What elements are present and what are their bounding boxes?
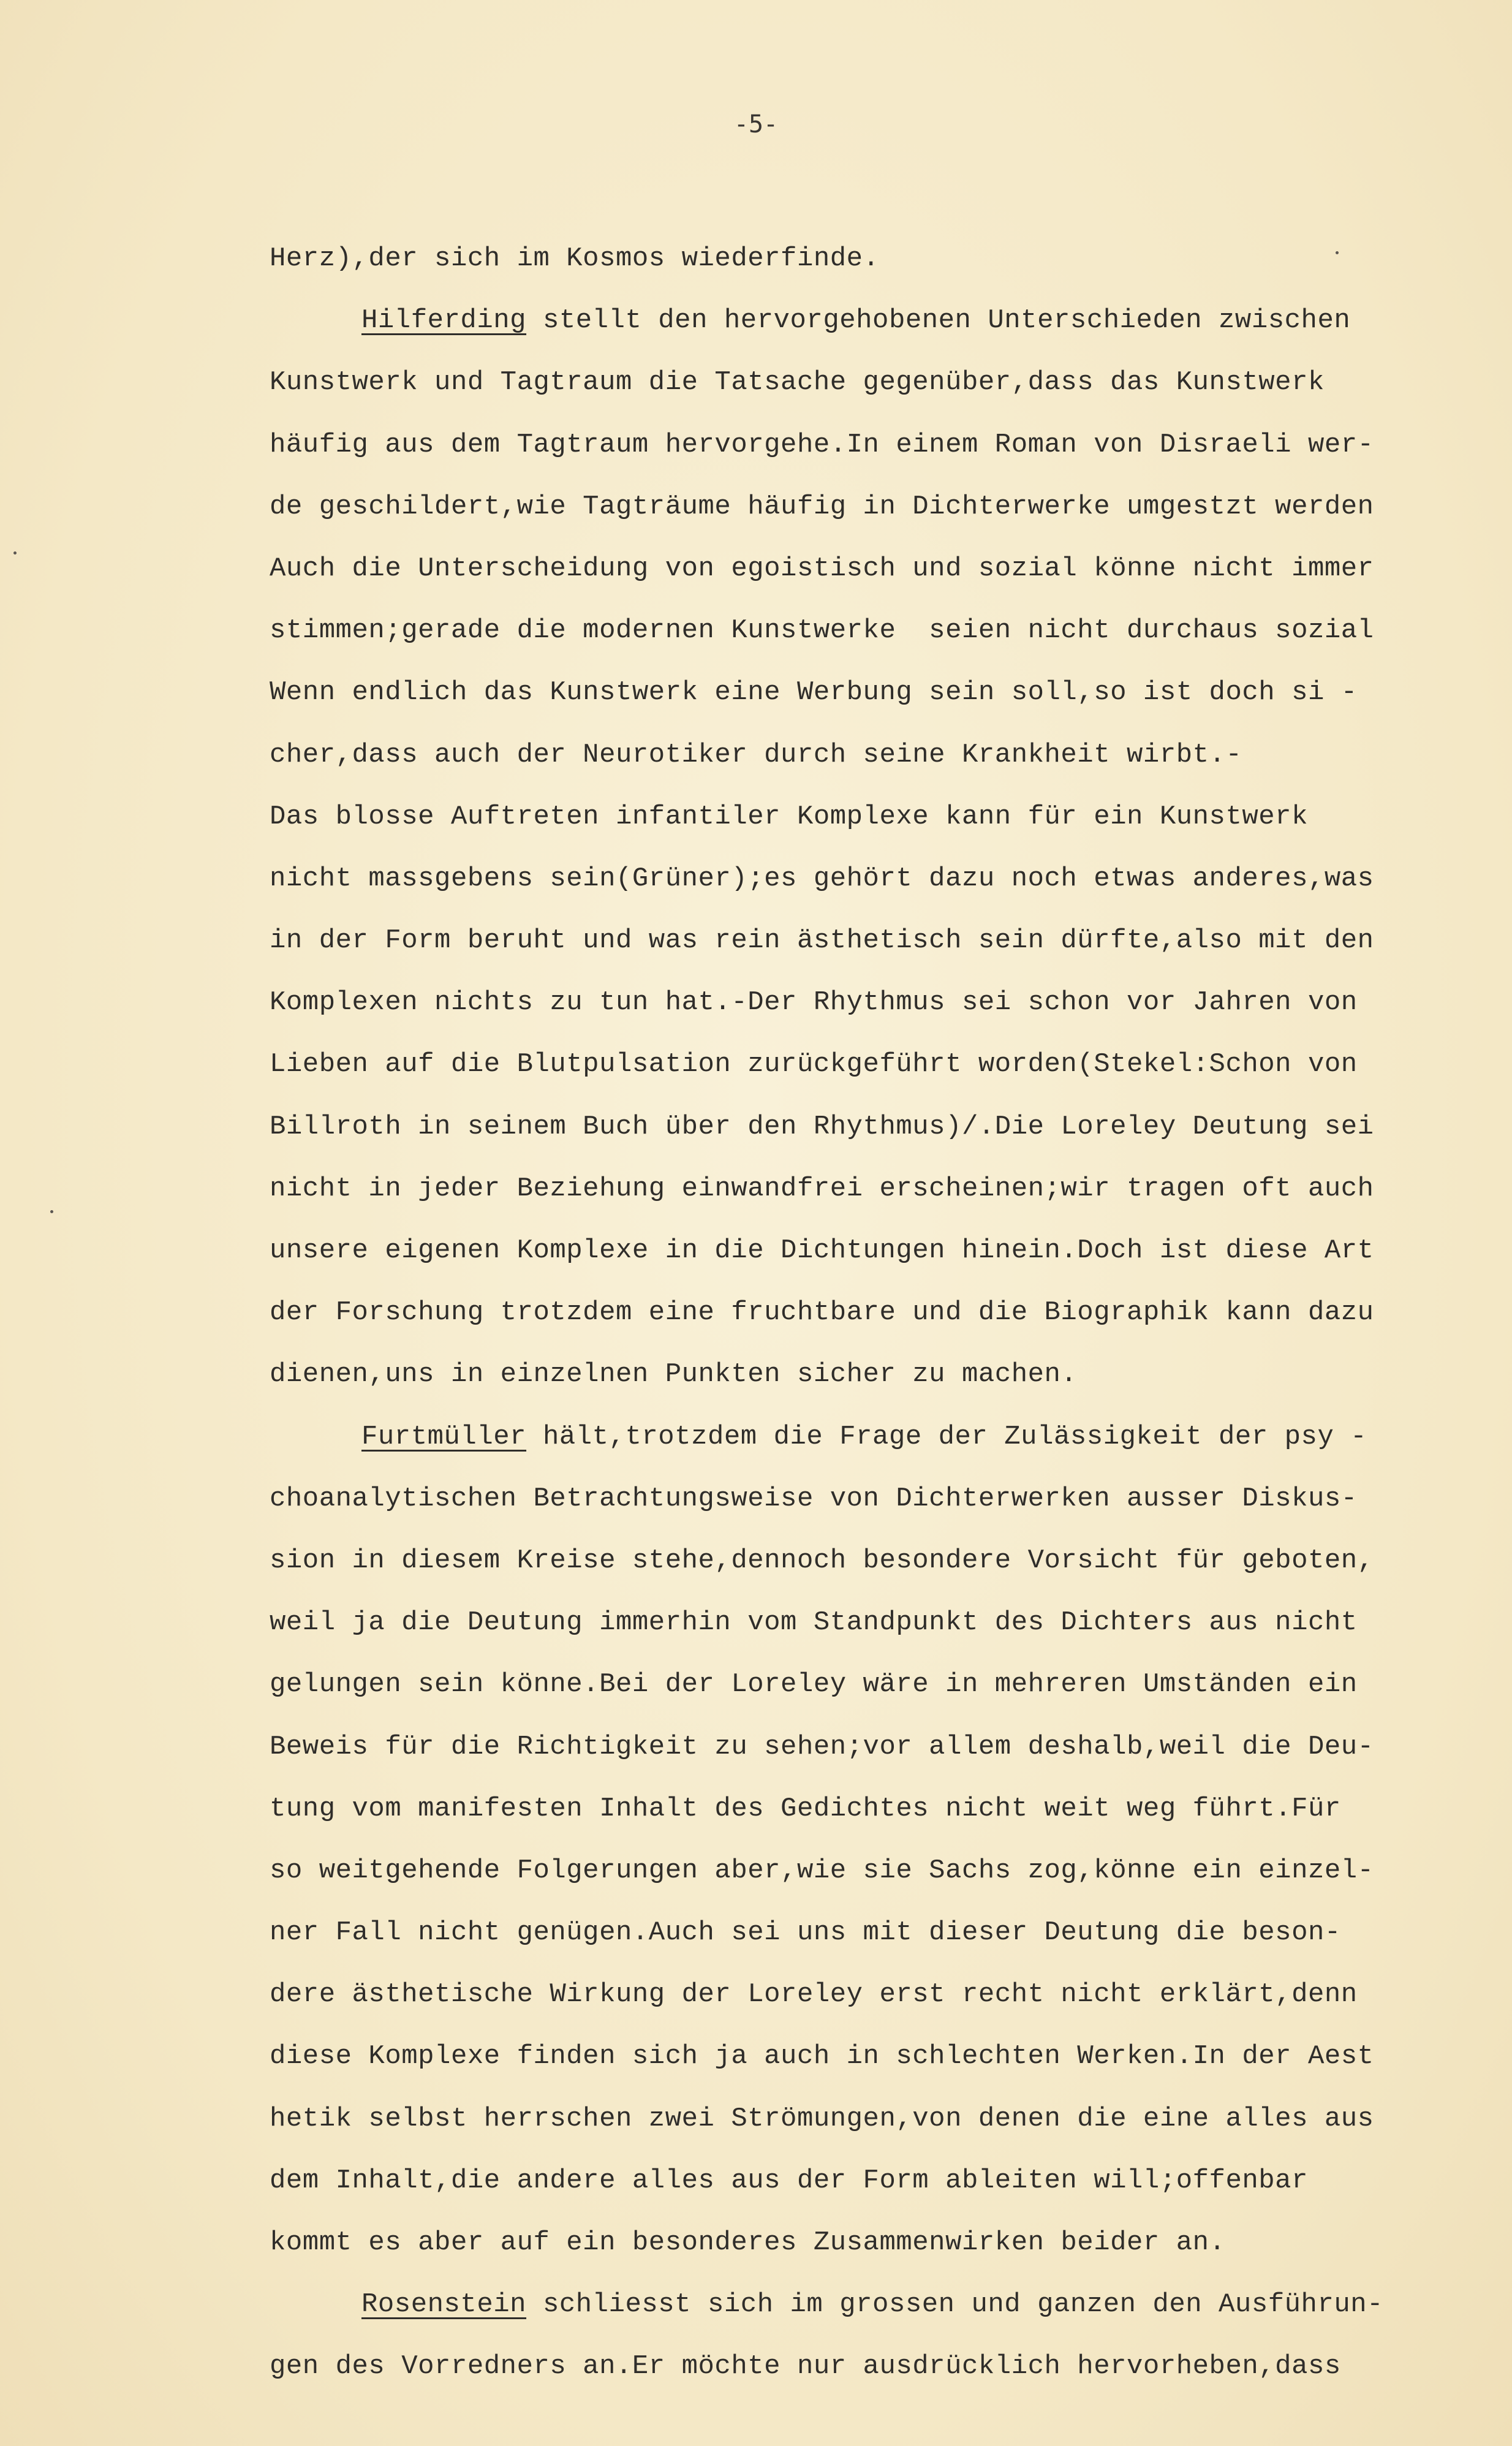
text-line (270, 786, 1501, 848)
text-line (270, 972, 1501, 1034)
line-text: Herz),der sich im Kosmos wiederfinde. (270, 243, 880, 274)
text-line (270, 848, 1501, 910)
text-line (270, 228, 1501, 290)
line-text: dem Inhalt,die andere alles aus der Form ableiten will;offenbar (270, 2165, 1308, 2196)
text-line (270, 2336, 1501, 2398)
text-line (270, 1406, 1501, 1468)
line-text: der Forschung trotzdem eine fruchtbare und die Biographik kann dazu (270, 1297, 1374, 1328)
text-line (270, 600, 1501, 662)
text-line (270, 1096, 1501, 1158)
line-text: kommt es aber auf ein besonderes Zusammenwirken beider an. (270, 2227, 1226, 2258)
text-line (270, 2088, 1501, 2150)
line-text: gelungen sein könne.Bei der Loreley wäre in mehreren Umständen ein (270, 1669, 1358, 1700)
line-text: Lieben auf die Blutpulsation zurückgeführt worden(Stekel:Schon von (270, 1049, 1358, 1080)
text-line (270, 2150, 1501, 2212)
text-line (270, 662, 1501, 724)
line-text: dere ästhetische Wirkung der Loreley erst recht nicht erklärt,denn (270, 1979, 1358, 2010)
text-line (270, 1034, 1501, 1096)
line-text: stimmen;gerade die modernen Kunstwerke seien nicht durchaus sozial (270, 615, 1374, 646)
line-text: dienen,uns in einzelnen Punkten sicher zu machen. (270, 1359, 1078, 1390)
line-text: Das blosse Auftreten infantiler Komplexe kann für ein Kunstwerk (270, 801, 1308, 832)
page-number: -5- (733, 110, 779, 138)
line-text: unsere eigenen Komplexe in die Dichtungen hinein.Doch ist diese Art (270, 1235, 1374, 1266)
line-text: in der Form beruht und was rein ästhetisch sein dürfte,also mit den (270, 925, 1374, 956)
line-text: so weitgehende Folgerungen aber,wie sie Sachs zog,könne ein einzel- (270, 1855, 1374, 1886)
text-line (270, 1778, 1501, 1840)
text-line (270, 352, 1501, 414)
text-line (270, 724, 1501, 786)
text-line (270, 1902, 1501, 1964)
line-text: schliesst sich im grossen und ganzen den Ausführun- (526, 2289, 1384, 2320)
text-line (270, 290, 1501, 352)
paper-speck (50, 1210, 53, 1213)
text-line (270, 1840, 1501, 1902)
text-line (270, 910, 1501, 972)
line-text: diese Komplexe finden sich ja auch in schlechten Werken.In der Aest (270, 2041, 1374, 2072)
line-text: choanalytischen Betrachtungsweise von Dichterwerken ausser Diskus- (270, 1483, 1358, 1514)
line-text: sion in diesem Kreise stehe,dennoch besondere Vorsicht für geboten, (270, 1545, 1374, 1576)
text-line (270, 1964, 1501, 2026)
line-text: weil ja die Deutung immerhin vom Standpunkt des Dichters aus nicht (270, 1607, 1358, 1638)
line-text: Wenn endlich das Kunstwerk eine Werbung sein soll,so ist doch si - (270, 677, 1358, 708)
paper-speck (13, 551, 17, 555)
text-line (270, 1716, 1501, 1778)
line-text: nicht massgebens sein(Grüner);es gehört dazu noch etwas anderes,was (270, 863, 1374, 894)
text-line (270, 2212, 1501, 2274)
text-line (270, 1344, 1501, 1406)
line-text: tung vom manifesten Inhalt des Gedichtes nicht weit weg führt.Für (270, 1793, 1341, 1824)
line-text: Kunstwerk und Tagtraum die Tatsache gegenüber,dass das Kunstwerk (270, 367, 1325, 398)
text-line (270, 1158, 1501, 1220)
text-line (270, 1282, 1501, 1344)
line-text: Komplexen nichts zu tun hat.-Der Rhythmus sei schon vor Jahren von (270, 987, 1358, 1018)
line-text: häufig aus dem Tagtraum hervorgehe.In einem Roman von Disraeli wer- (270, 429, 1374, 460)
line-text: Auch die Unterscheidung von egoistisch und sozial könne nicht immer (270, 553, 1374, 584)
speaker-name: Hilferding (361, 305, 527, 336)
line-text: stellt den hervorgehobenen Unterschieden zwischen (526, 305, 1351, 336)
text-line (270, 538, 1501, 600)
text-line (270, 1530, 1501, 1592)
line-text: de geschildert,wie Tagträume häufig in Dichterwerke umgestzt werden (270, 491, 1374, 522)
line-text: Billroth in seinem Buch über den Rhythmus)/.Die Loreley Deutung sei (270, 1111, 1374, 1142)
line-text: gen des Vorredners an.Er möchte nur ausdrücklich hervorheben,dass (270, 2351, 1341, 2382)
line-text: cher,dass auch der Neurotiker durch seine Krankheit wirbt.- (270, 739, 1242, 770)
line-text: ner Fall nicht genügen.Auch sei uns mit dieser Deutung die beson- (270, 1917, 1341, 1948)
text-line (270, 414, 1501, 476)
speaker-name: Rosenstein (361, 2289, 527, 2320)
line-text: nicht in jeder Beziehung einwandfrei erscheinen;wir tragen oft auch (270, 1173, 1374, 1204)
text-line (270, 1654, 1501, 1716)
line-text: Beweis für die Richtigkeit zu sehen;vor allem deshalb,weil die Deu- (270, 1731, 1374, 1762)
paper-speck (1336, 251, 1339, 254)
speaker-name: Furtmüller (361, 1421, 527, 1452)
text-line (270, 1468, 1501, 1530)
line-text: hetik selbst herrschen zwei Strömungen,von denen die eine alles aus (270, 2103, 1374, 2134)
line-text: hält,trotzdem die Frage der Zulässigkeit der psy - (526, 1421, 1367, 1452)
text-line (270, 1592, 1501, 1654)
text-line (270, 1220, 1501, 1282)
text-line (270, 2274, 1501, 2336)
typewritten-text (270, 228, 1501, 2398)
text-line (270, 2026, 1501, 2088)
text-line (270, 476, 1501, 538)
